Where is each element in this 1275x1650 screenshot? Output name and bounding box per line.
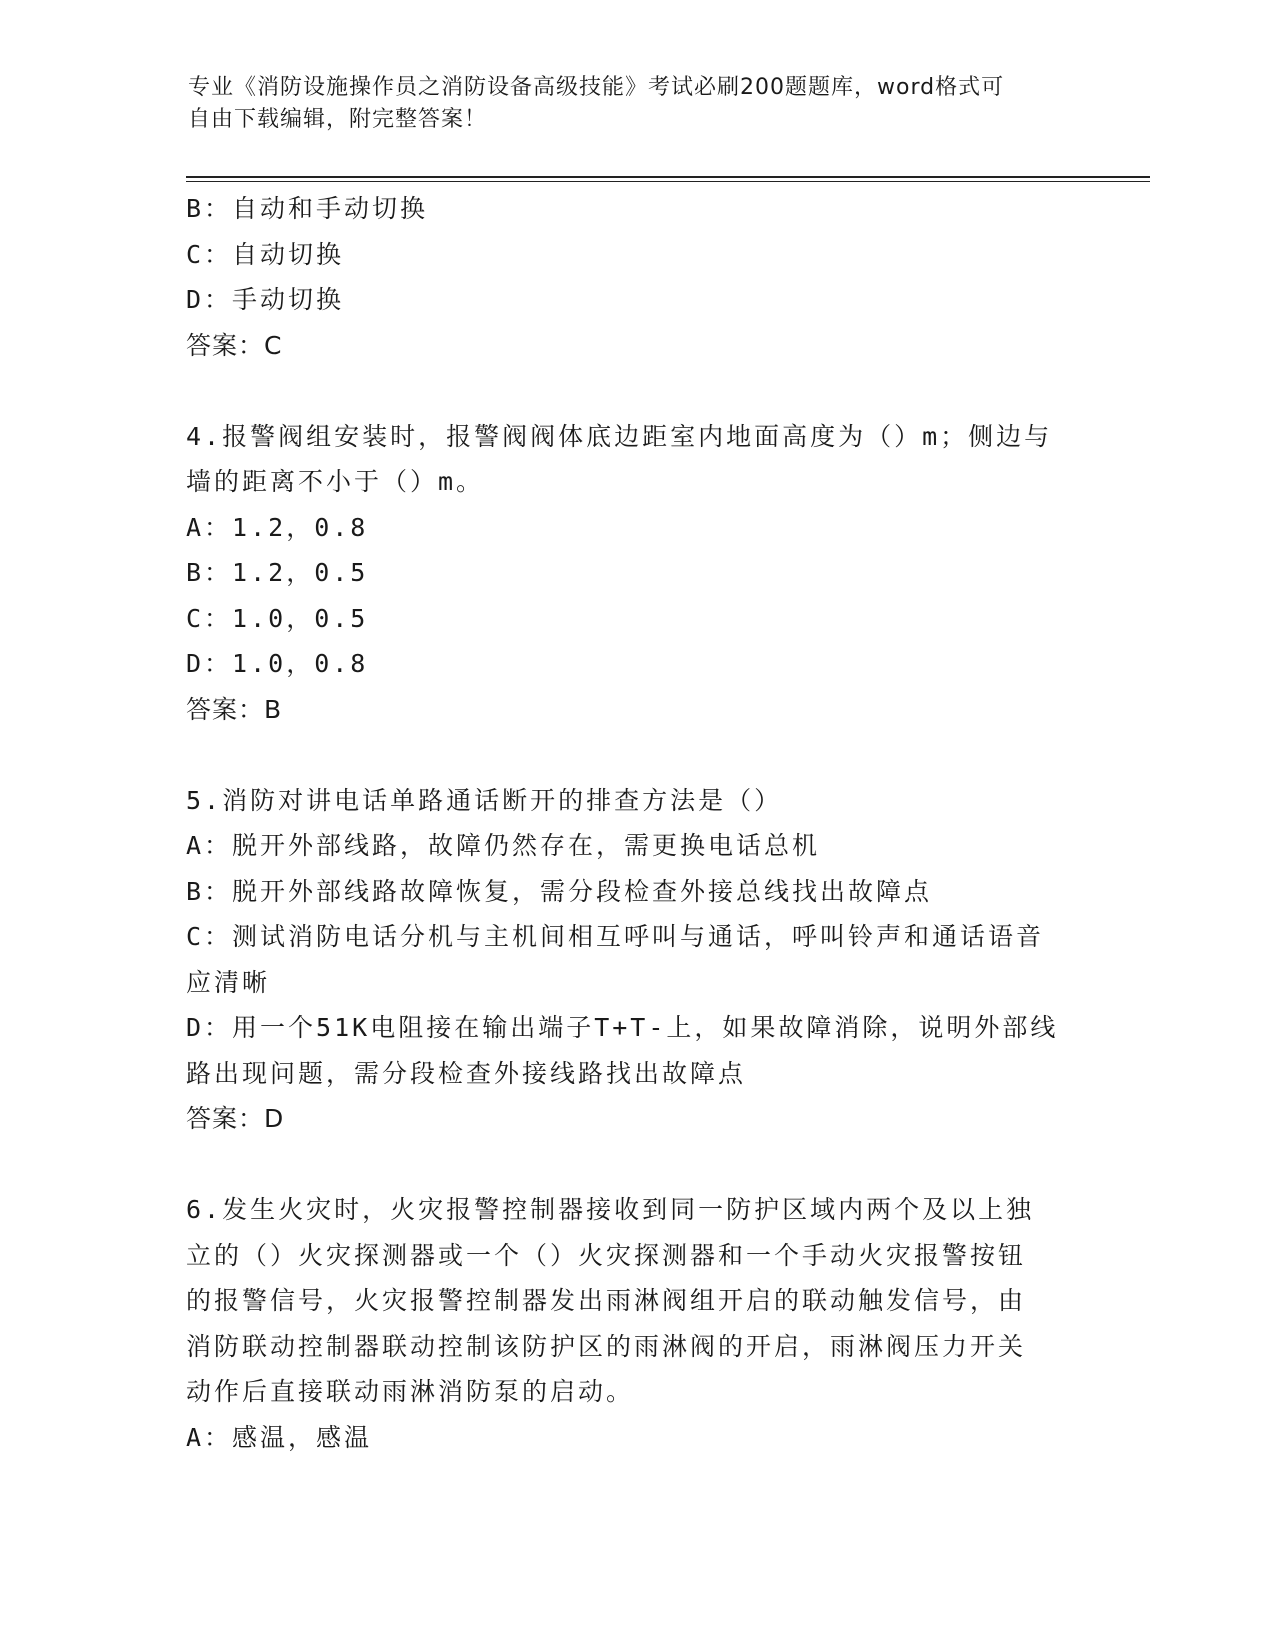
- answer: 答案：C: [186, 330, 283, 360]
- question-6: [186, 1187, 1086, 1460]
- option-a: A：感温，感温: [186, 1422, 373, 1452]
- option-b: B：脱开外部线路故障恢复，需分段检查外接总线找出故障点: [186, 876, 933, 906]
- option-d-continued: 路出现问题，需分段检查外接线路找出故障点: [186, 1058, 747, 1088]
- question-5: [186, 778, 1086, 1142]
- header-rule-thick: [186, 176, 1150, 178]
- question-stem: 6.发生火灾时，火灾报警控制器接收到同一防护区域内两个及以上独: [186, 1195, 1035, 1224]
- option-d: D：1.0，0.8: [186, 649, 369, 678]
- question-stem: 动作后直接联动雨淋消防泵的启动。: [186, 1377, 635, 1406]
- option-c: C：自动切换: [186, 239, 345, 269]
- option-a: A：脱开外部线路，故障仍然存在，需更换电话总机: [186, 831, 821, 860]
- answer: 答案：B: [186, 694, 283, 724]
- question-stem: 5.消防对讲电话单路通话断开的排查方法是（）: [186, 785, 783, 815]
- document-header: [188, 72, 1068, 136]
- question-stem: 墙的距离不小于（）m。: [186, 467, 485, 496]
- option-c-continued: 应清晰: [186, 967, 271, 997]
- question-stem: 的报警信号，火灾报警控制器发出雨淋阀组开启的联动触发信号，由: [186, 1286, 1027, 1315]
- answer: 答案：D: [186, 1104, 285, 1133]
- question-list: [186, 186, 1086, 1460]
- question-stem: 立的（）火灾探测器或一个（）火灾探测器和一个手动火灾报警按钮: [186, 1240, 1027, 1270]
- header-rule-thin: [186, 181, 1150, 182]
- question-stem: 消防联动控制器联动控制该防护区的雨淋阀的开启，雨淋阀压力开关: [186, 1331, 1027, 1361]
- header-line-2: 自由下载编辑，附完整答案！: [188, 107, 488, 132]
- header-line-1: 专业《消防设施操作员之消防设备高级技能》考试必刷200题题库，word格式可: [188, 75, 1005, 100]
- option-a: A：1.2，0.8: [186, 512, 369, 542]
- option-c: C：1.0，0.5: [186, 603, 369, 633]
- question-4: [186, 414, 1086, 733]
- question-3: [186, 186, 1086, 368]
- option-c: C：测试消防电话分机与主机间相互呼叫与通话，呼叫铃声和通话语音: [186, 922, 1045, 951]
- question-stem: 4.报警阀组安装时，报警阀阀体底边距室内地面高度为（）m；侧边与: [186, 421, 1053, 451]
- option-d: D：手动切换: [186, 285, 345, 314]
- option-b: B：自动和手动切换: [186, 194, 429, 223]
- option-b: B：1.2，0.5: [186, 558, 369, 587]
- option-d: D：用一个51K电阻接在输出端子T+T-上，如果故障消除，说明外部线: [186, 1013, 1059, 1042]
